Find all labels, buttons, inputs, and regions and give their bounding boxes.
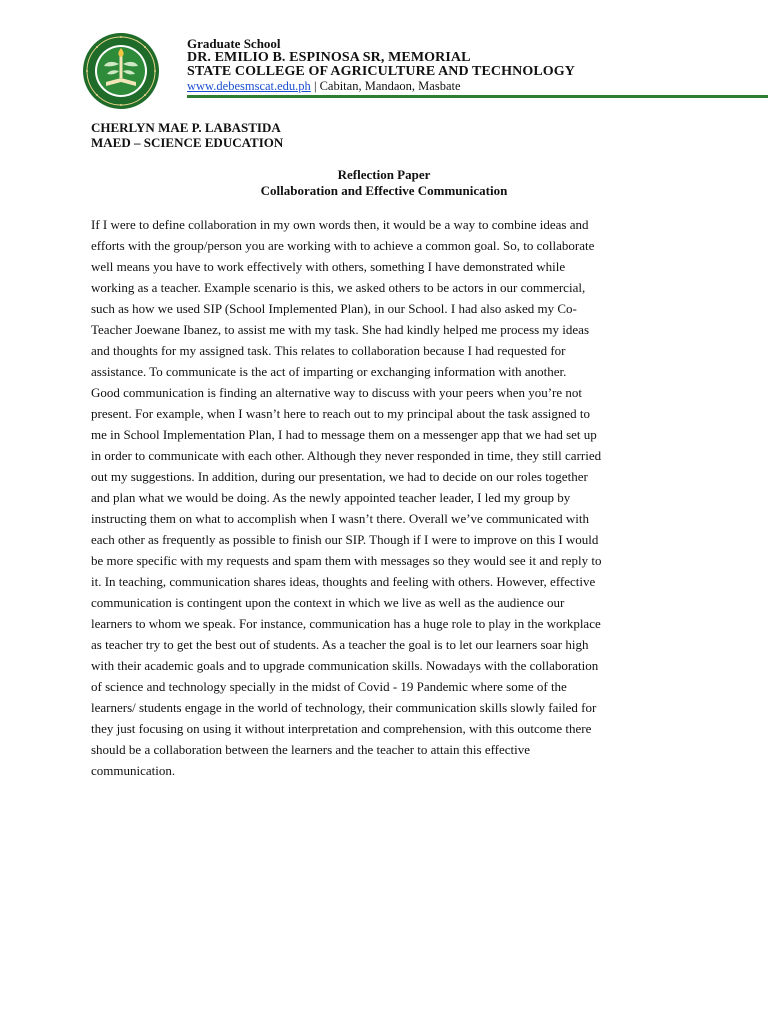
body-line: learners to whom we speak. For instance, communication has a huge role to play in the workplace [91,616,601,631]
body-line: in order to communicate with each other. Although they never responded in time, they still carried [91,448,602,463]
letterhead [187,37,575,93]
body-line: should be a collaboration between the learners and the teacher to attain this effective [91,742,531,757]
body-line: it. In teaching, communication shares ideas, thoughts and feeling with others. However, effective [91,574,596,589]
author-name: CHERLYN MAE P. LABASTIDA [91,120,281,135]
body-line: be more specific with my requests and spam them with messages so they would see it and reply to [91,553,602,568]
body-line: out my suggestions. In addition, during our presentation, we had to decide on our roles together [91,469,588,484]
body-line: If I were to define collaboration in my own words then, it would be a way to combine ideas and [91,217,589,232]
author-program: MAED – SCIENCE EDUCATION [91,135,284,150]
body-line: assistance. To communicate is the act of imparting or exchanging information with another. [91,364,567,379]
body-line: and plan what we would be doing. As the newly appointed teacher leader, I led my group by [91,490,571,505]
body-line: Teacher Joewane Ibanez, to assist me with my task. She had kindly helped me process my ideas [91,322,590,337]
body-line: of science and technology specially in the midst of Covid - 19 Pandemic where some of the [91,679,567,694]
school-name: Graduate School [187,36,281,51]
body-line: learners/ students engage in the world of technology, their communication skills slowly failed for [91,700,597,715]
college-name-line2: STATE COLLEGE OF AGRICULTURE AND TECHNOLOGY [187,64,575,79]
body-line: well means you have to work effectively with others, something I have demonstrated while [91,259,566,274]
body-line: they just focusing on using it without interpretation and comprehension, with this outcome there [91,721,592,736]
contact-separator: | [310,79,320,93]
body-line: efforts with the group/person you are working with to achieve a common goal. So, to collaborate [91,238,595,253]
body-paragraph [91,214,681,781]
body-line: Good communication is finding an alternative way to discuss with your peers when you’re not [91,385,583,400]
body-line: working as a teacher. Example scenario is this, we asked others to be actors in our commercial, [91,280,586,295]
college-name-line1: DR. EMILIO B. ESPINOSA SR, MEMORIAL [187,50,471,65]
body-line: each other as frequently as possible to finish our SIP. Though if I were to improve on this I would [91,532,599,547]
address-text: Cabitan, Mandaon, Masbate [319,79,461,93]
body-line: communication is contingent upon the context in which we live as well as the audience our [91,595,565,610]
body-line: with their academic goals and to upgrade communication skills. Nowadays with the collaboration [91,658,599,673]
body-line: communication. [91,763,176,778]
body-line: instructing them on what to accomplish when I wasn’t there. Overall we’ve communicated with [91,511,589,526]
contact-line [187,79,575,93]
body-line: as teacher try to get the best out of students. As a teacher the goal is to let our learners soar high [91,637,589,652]
body-line: such as how we used SIP (School Implemented Plan), in our School. I had also asked my Co- [91,301,577,316]
header-divider [187,95,768,98]
body-line: and thoughts for my assigned task. This relates to collaboration because I had requested for [91,343,566,358]
body-line: present. For example, when I wasn’t here to reach out to my principal about the task assigned to [91,406,591,421]
document-title: Collaboration and Effective Communication [260,183,508,198]
website-link[interactable]: www.debesmscat.edu.ph [187,79,311,93]
author-block [91,120,283,150]
title-block [0,167,768,199]
college-seal-icon [82,32,160,110]
body-line: me in School Implementation Plan, I had to message them on a messenger app that we had set up [91,427,597,442]
document-type: Reflection Paper [337,167,431,182]
